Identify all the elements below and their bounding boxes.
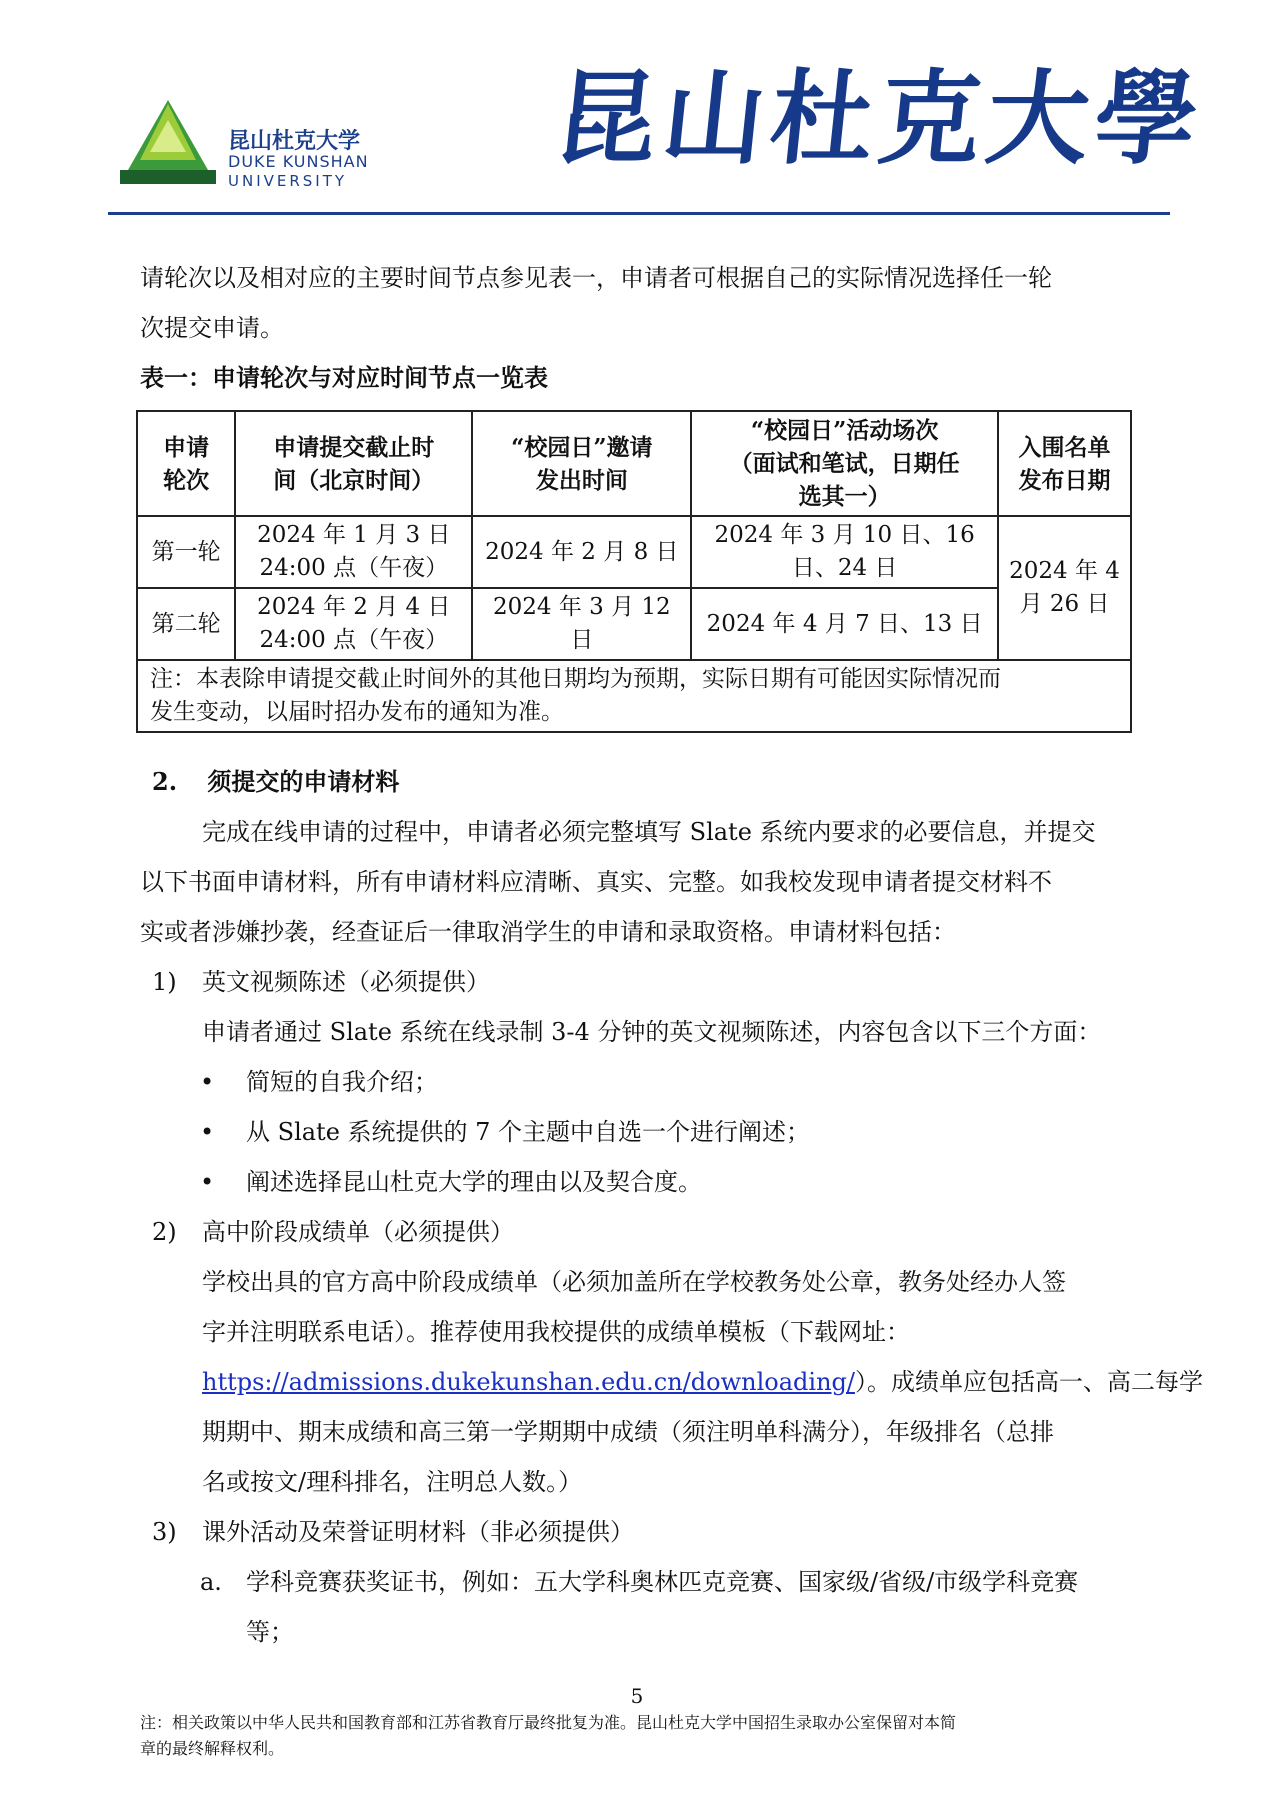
table-row — [137, 516, 1131, 588]
item3-title: 课外活动及荣誉证明材料（非必须提供） — [202, 1518, 634, 1546]
item1-title: 英文视频陈述（必须提供） — [202, 968, 490, 996]
row2-invite-l2: 日 — [570, 627, 594, 653]
row2-invite-l1: 2024 年 3 月 12 — [492, 594, 671, 620]
item2-number: 2) — [152, 1218, 177, 1246]
section-para-l2: 以下书面申请材料，所有申请材料应清晰、真实、完整。如我校发现申请者提交材料不 — [140, 868, 1052, 896]
table-note-l1: 注：本表除申请提交截止时间外的其他日期均为预期，实际日期有可能因实际情况而 — [150, 666, 1001, 692]
row2-session: 2024 年 4 月 7 日、13 日 — [691, 588, 998, 660]
header-release — [998, 411, 1131, 516]
logo-english-name-1: DUKE KUNSHAN — [228, 152, 369, 171]
row1-deadline-l1: 2024 年 1 月 3 日 — [257, 522, 451, 548]
item2-l3-rest: ）。成绩单应包括高一、高二每学 — [854, 1368, 1203, 1396]
page-header — [0, 0, 1274, 230]
item2-l2: 字并注明联系电话）。推荐使用我校提供的成绩单模板（下载网址： — [202, 1318, 910, 1346]
header-release-l1: 入围名单 — [1018, 433, 1111, 461]
row1-session — [691, 516, 998, 588]
header-invite-l1: “校园日”邀请 — [511, 433, 653, 461]
row1-round: 第一轮 — [137, 516, 235, 588]
list-item: 从 Slate 系统提供的 7 个主题中自选一个进行阐述； — [246, 1118, 811, 1146]
item2-title: 高中阶段成绩单（必须提供） — [202, 1218, 514, 1246]
section-para-l3: 实或者涉嫌抄袭，经查证后一律取消学生的申请和录取资格。申请材料包括： — [140, 918, 956, 946]
item1-desc: 申请者通过 Slate 系统在线录制 3-4 分钟的英文视频陈述，内容包含以下三个方面： — [202, 1018, 1102, 1046]
item1-number: 1) — [152, 968, 177, 996]
header-deadline-l1: 申请提交截止时 — [273, 433, 435, 461]
header-deadline-l2: 间（北京时间） — [273, 466, 435, 494]
release-date-l2: 月 26 日 — [1019, 591, 1110, 617]
footnote-l1: 注：相关政策以中华人民共和国教育部和江苏省教育厅最终批复为准。昆山杜克大学中国招生录取办公室保留对本简 — [140, 1713, 957, 1732]
item2-l5: 名或按文/理科排名，注明总人数。） — [202, 1468, 583, 1496]
header-round — [137, 411, 235, 516]
section-title-text: 须提交的申请材料 — [207, 767, 400, 796]
row2-deadline — [235, 588, 472, 660]
row2-deadline-l1: 2024 年 2 月 4 日 — [257, 594, 451, 620]
header-invite — [472, 411, 691, 516]
calligraphy-brand: 昆山杜克大學 — [548, 59, 1210, 179]
item3-sub-letter: a. — [200, 1568, 222, 1596]
item2-l3 — [202, 1362, 1203, 1402]
item2-l4: 期期中、期末成绩和高三第一学期期中成绩（须注明单科满分），年级排名（总排 — [202, 1418, 1054, 1446]
header-session-l3: 选其一） — [798, 483, 891, 510]
row1-deadline — [235, 516, 472, 588]
header-session — [691, 411, 998, 516]
section-title — [152, 762, 399, 802]
row2-deadline-l2: 24:00 点（午夜） — [259, 627, 449, 653]
header-round-l1: 申请 — [163, 433, 210, 461]
intro-line-1: 请轮次以及相对应的主要时间节点参见表一，申请者可根据自己的实际情况选择任一轮 — [140, 264, 1052, 292]
release-date-l1: 2024 年 4 — [1009, 558, 1120, 584]
item3-sub-l2: 等； — [246, 1618, 294, 1646]
item2-l1: 学校出具的官方高中阶段成绩单（必须加盖所在学校教务处公章，教务处经办人签 — [202, 1268, 1066, 1296]
header-invite-l2: 发出时间 — [535, 466, 628, 494]
footnote — [140, 1710, 1140, 1762]
row1-session-l2: 日、24 日 — [791, 555, 898, 581]
table-note-l2: 发生变动，以届时招办发布的通知为准。 — [150, 699, 564, 725]
bullet-marker: • — [200, 1168, 215, 1196]
table-header-row — [137, 411, 1131, 516]
row1-deadline-l2: 24:00 点（午夜） — [259, 555, 449, 581]
header-session-l2: （面试和笔试，日期任 — [729, 450, 960, 477]
bullet-marker: • — [200, 1118, 215, 1146]
header-session-l1: “校园日”活动场次 — [750, 417, 939, 444]
page-number: 5 — [630, 1684, 644, 1708]
logo-english-name-2: UNIVERSITY — [228, 172, 348, 190]
table-note — [137, 660, 1131, 732]
header-release-l2: 发布日期 — [1018, 466, 1111, 494]
row1-session-l1: 2024 年 3 月 10 日、16 — [714, 522, 975, 548]
intro-line-2: 次提交申请。 — [140, 314, 284, 342]
university-logo-icon — [120, 100, 220, 184]
bullet-marker: • — [200, 1068, 215, 1096]
table-row — [137, 588, 1131, 660]
footnote-l2: 章的最终解释权利。 — [140, 1739, 285, 1758]
row2-invite — [472, 588, 691, 660]
row1-invite: 2024 年 2 月 8 日 — [472, 516, 691, 588]
table-note-row — [137, 660, 1131, 732]
schedule-table — [136, 410, 1132, 733]
list-item: 简短的自我介绍； — [246, 1068, 438, 1096]
release-date — [998, 516, 1131, 660]
item3-number: 3) — [152, 1518, 177, 1546]
list-item: 阐述选择昆山杜克大学的理由以及契合度。 — [246, 1168, 702, 1196]
section-para-l1: 完成在线申请的过程中，申请者必须完整填写 Slate 系统内要求的必要信息，并提交 — [202, 818, 1096, 846]
transcript-download-link[interactable]: https://admissions.dukekunshan.edu.cn/downloading/ — [202, 1368, 855, 1396]
table-caption: 表一：申请轮次与对应时间节点一览表 — [140, 363, 548, 392]
header-deadline — [235, 411, 472, 516]
section-number: 2. — [152, 767, 178, 796]
row2-round: 第二轮 — [137, 588, 235, 660]
item3-sub-l1: 学科竞赛获奖证书，例如：五大学科奥林匹克竞赛、国家级/省级/市级学科竞赛 — [246, 1568, 1079, 1596]
logo-chinese-name: 昆山杜克大学 — [228, 129, 361, 154]
header-round-l2: 轮次 — [163, 466, 210, 494]
header-rule — [108, 212, 1170, 215]
